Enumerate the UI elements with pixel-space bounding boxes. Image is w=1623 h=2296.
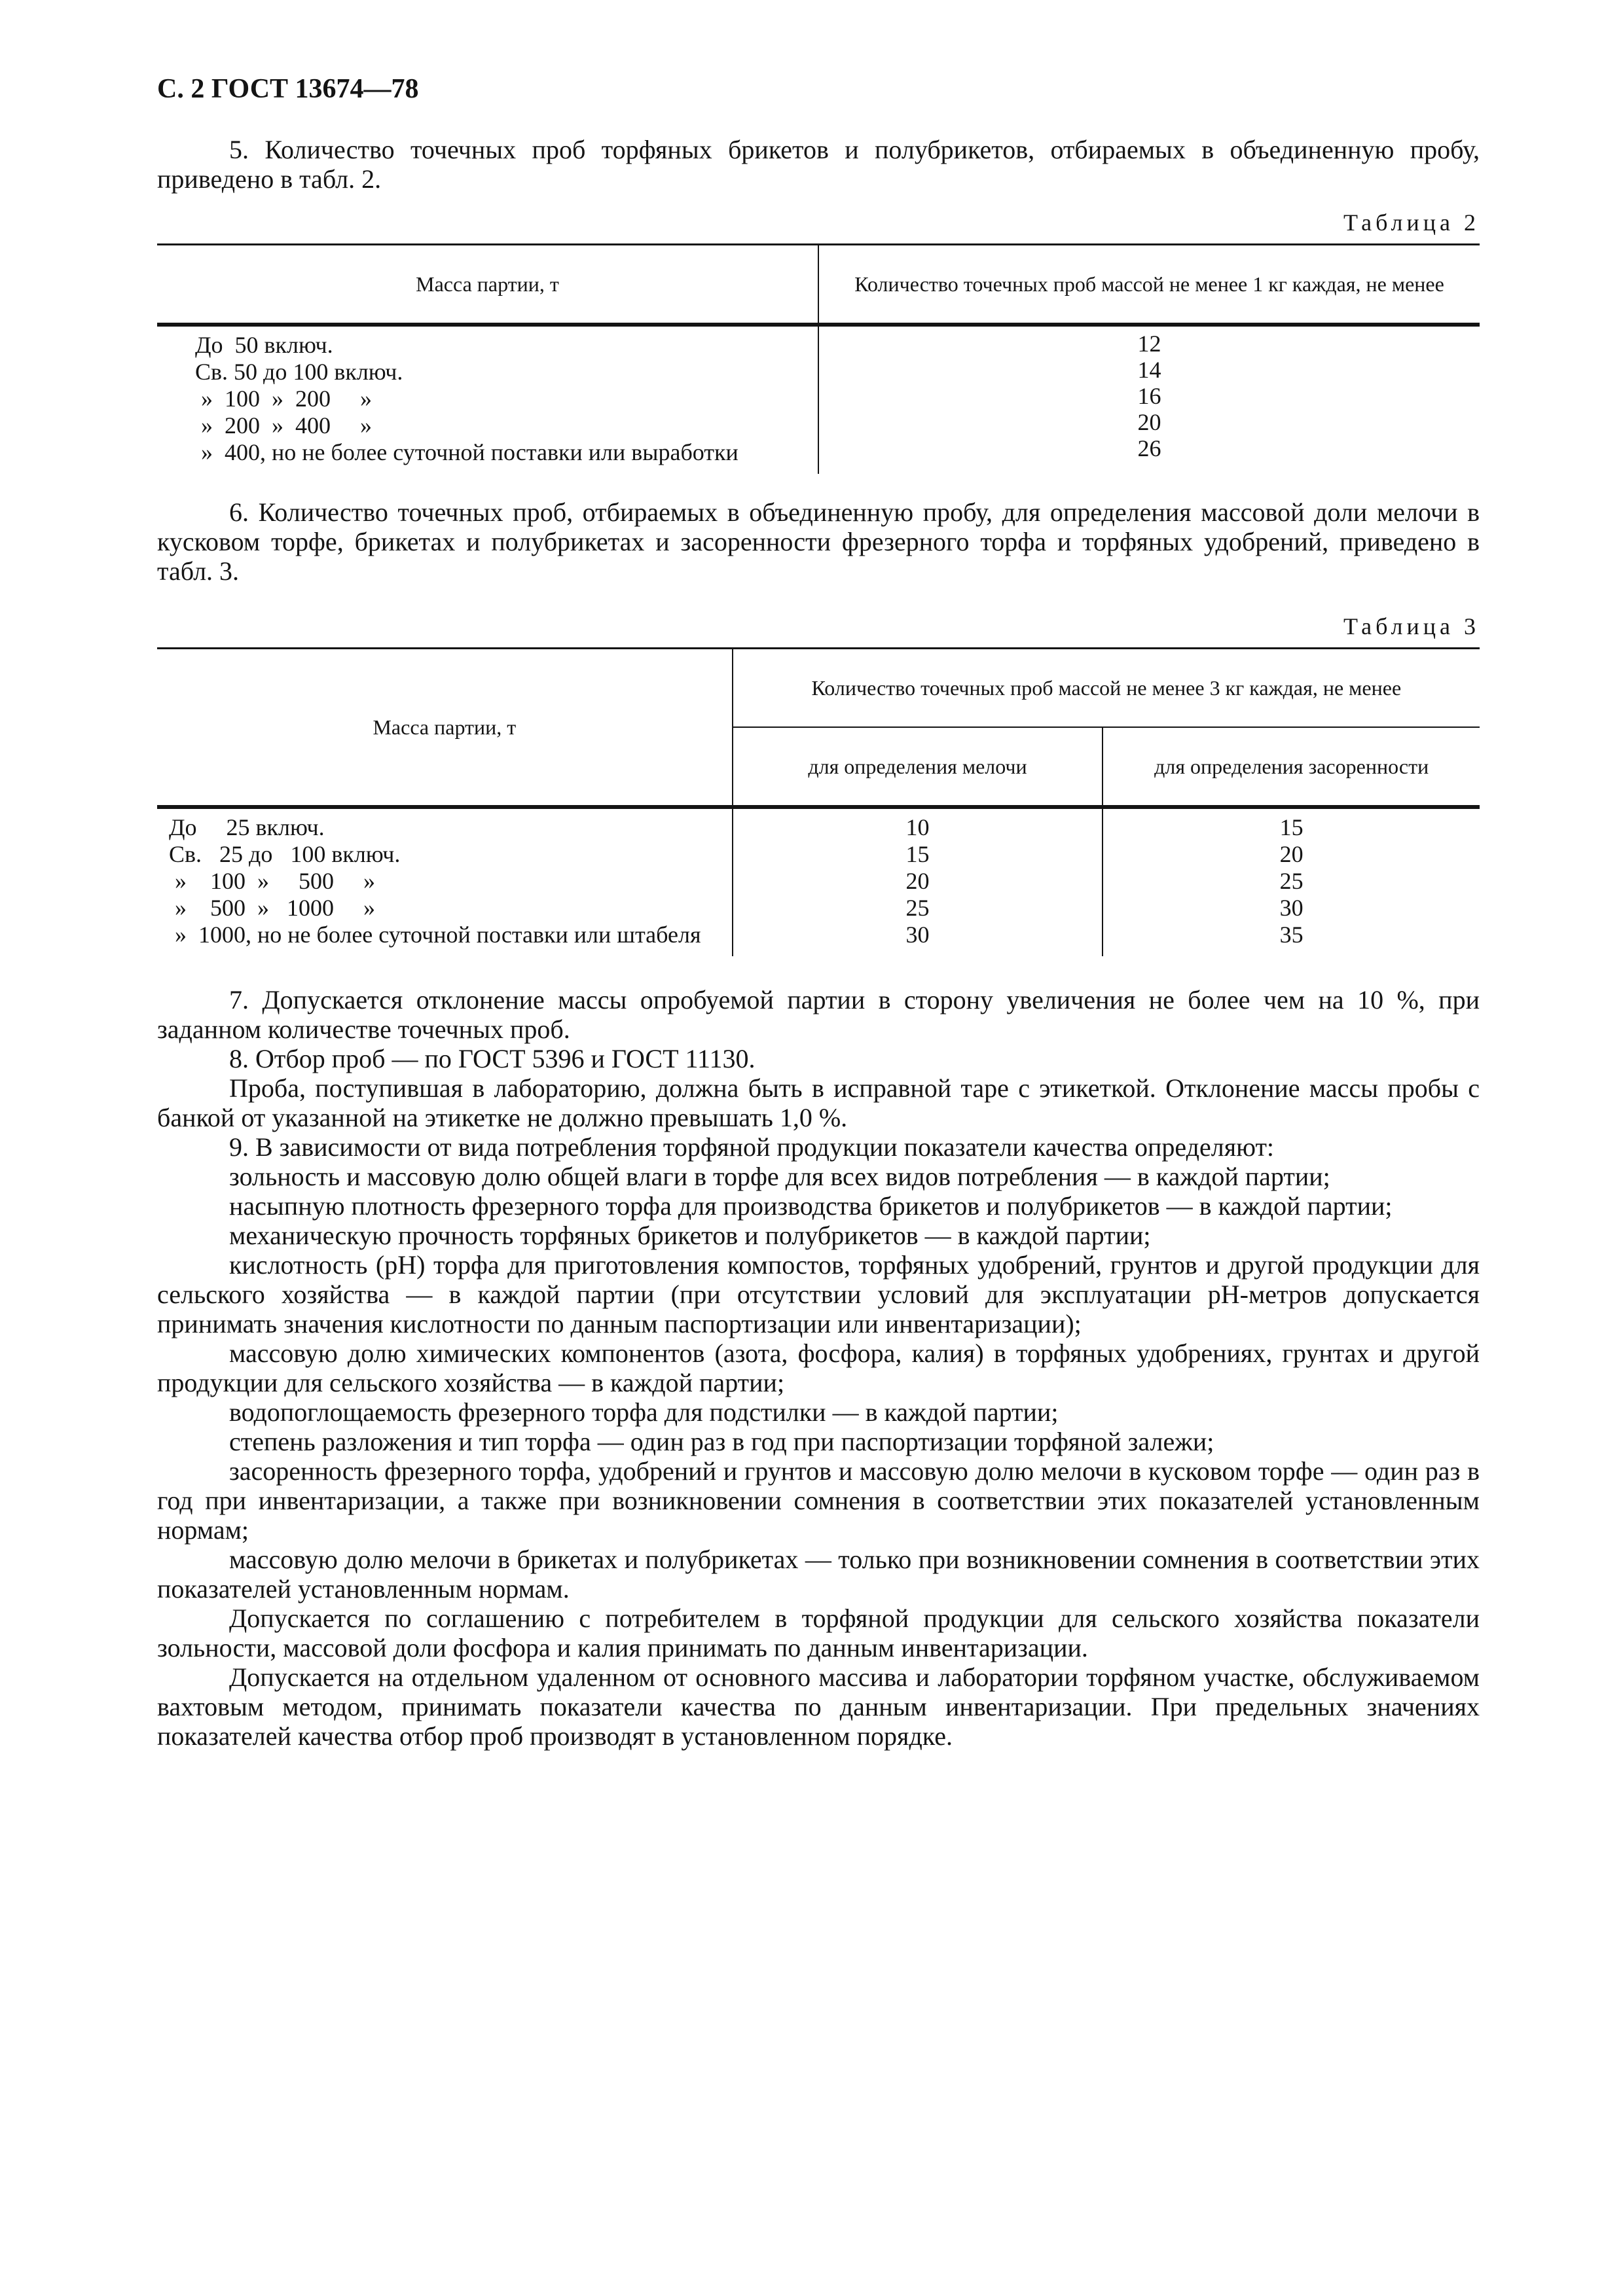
paragraph: насыпную плотность фрезерного торфа для производства брикетов и полубрикетов — в каждой партии; bbox=[229, 1191, 1393, 1221]
paragraph: массовую долю химических компонентов (азота, фосфора, калия) в торфяных удобрениях, грунтах и другой продукции для сельского хозяйства — в каждой партии; bbox=[157, 1338, 1480, 1397]
paragraph: Допускается на отдельном удаленном от основного массива и лаборатории торфяном участке, обслуживаемом вахтовым методом, принимать показатели качества по данным инвентаризации. При предельных значениях показателей качества отбор проб производят в установленном порядке. bbox=[157, 1662, 1480, 1751]
table-3-header-fines: для определения мелочи bbox=[733, 727, 1103, 807]
table-2-count-column bbox=[818, 325, 1480, 474]
table-row-mass: » 400, но не более суточной поставки или выработки bbox=[195, 439, 739, 465]
table-row-mass: Св. 50 до 100 включ. bbox=[195, 359, 403, 385]
table-row-mass: » 200 » 400 » bbox=[195, 412, 372, 439]
table-2-mass-column bbox=[157, 325, 818, 474]
table-2-caption: Таблица 2 bbox=[1343, 209, 1480, 236]
table-row-count: 16 bbox=[1137, 383, 1161, 409]
table-row-count: 20 bbox=[1137, 409, 1161, 435]
page-header: С. 2 ГОСТ 13674—78 bbox=[157, 74, 419, 104]
table-3-header-group: Количество точечных проб массой не менее 3 кг каждая, не менее bbox=[733, 649, 1480, 728]
table-2 bbox=[157, 243, 1480, 474]
table-row-count: 12 bbox=[1137, 331, 1161, 357]
document-page bbox=[157, 72, 1480, 1751]
table-3-mass-column bbox=[157, 807, 733, 956]
table-row-mass: » 100 » 200 » bbox=[195, 386, 372, 412]
table-3-caption: Таблица 3 bbox=[1343, 613, 1480, 639]
paragraph: степень разложения и тип торфа — один раз в год при паспортизации торфяной залежи; bbox=[229, 1427, 1214, 1456]
table-row-count: 26 bbox=[1137, 435, 1161, 461]
paragraph: кислотность (рН) торфа для приготовления компостов, торфяных удобрений, грунтов и другой продукции для сельского хозяйства — в каждой партии (при отсутствии условий для эксплуатации рН-метров допускается принимать значения кислотности по данным паспортизации или инвентаризации); bbox=[157, 1250, 1480, 1338]
paragraph: засоренность фрезерного торфа, удобрений и грунтов и массовую долю мелочи в кусковом торфе — один раз в год при инвентаризации, а также при возникновении сомнения в соответствии этих показателей установленным нормам; bbox=[157, 1456, 1480, 1545]
table-row-debris: 25 bbox=[1279, 868, 1304, 894]
table-row-mass: До 25 включ. bbox=[169, 814, 325, 840]
table-row-fines: 25 bbox=[905, 895, 930, 921]
table-row-mass: » 500 » 1000 » bbox=[169, 895, 375, 921]
table-row-debris: 35 bbox=[1279, 922, 1304, 948]
table-row-fines: 20 bbox=[905, 868, 930, 894]
table-row-mass: » 1000, но не более суточной поставки или штабеля bbox=[169, 922, 701, 948]
paragraph-5: 5. Количество точечных проб торфяных брикетов и полубрикетов, отбираемых в объединенную пробу, приведено в табл. 2. bbox=[157, 135, 1480, 194]
table-row-fines: 10 bbox=[905, 814, 930, 840]
table-row-mass: » 100 » 500 » bbox=[169, 868, 375, 894]
paragraph: зольность и массовую долю общей влаги в торфе для всех видов потребления — в каждой партии; bbox=[229, 1162, 1330, 1191]
paragraph: 8. Отбор проб — по ГОСТ 5396 и ГОСТ 11130. bbox=[229, 1044, 756, 1073]
paragraph: 9. В зависимости от вида потребления торфяной продукции показатели качества определяют: bbox=[229, 1132, 1275, 1162]
table-row-debris: 20 bbox=[1279, 841, 1304, 867]
table-3-debris-column bbox=[1103, 807, 1480, 956]
table-3-header-debris: для определения засоренности bbox=[1103, 727, 1480, 807]
table-row-fines: 15 bbox=[905, 841, 930, 867]
table-3-fines-column bbox=[733, 807, 1103, 956]
body-text bbox=[157, 985, 1480, 1751]
paragraph: Допускается по соглашению с потребителем в торфяной продукции для сельского хозяйства показатели зольности, массовой доли фосфора и калия принимать по данным инвентаризации. bbox=[157, 1604, 1480, 1662]
table-row-mass: Св. 25 до 100 включ. bbox=[169, 841, 401, 867]
table-3-header-mass: Масса партии, т bbox=[157, 649, 733, 808]
paragraph: массовую долю мелочи в брикетах и полубрикетах — только при возникновении сомнения в соответствии этих показателей установленным нормам. bbox=[157, 1545, 1480, 1604]
paragraph: механическую прочность торфяных брикетов и полубрикетов — в каждой партии; bbox=[229, 1221, 1151, 1250]
table-2-header-mass: Масса партии, т bbox=[157, 245, 818, 325]
table-row-mass: До 50 включ. bbox=[195, 332, 333, 358]
table-row-debris: 30 bbox=[1279, 895, 1304, 921]
table-row-debris: 15 bbox=[1279, 814, 1304, 840]
paragraph: водопоглощаемость фрезерного торфа для подстилки — в каждой партии; bbox=[229, 1397, 1059, 1427]
paragraph: Проба, поступившая в лабораторию, должна быть в исправной таре с этикеткой. Отклонение массы пробы с банкой от указанной на этикетке не должно превышать 1,0 %. bbox=[157, 1073, 1480, 1132]
table-row-count: 14 bbox=[1137, 357, 1161, 383]
paragraph: 7. Допускается отклонение массы опробуемой партии в сторону увеличения не более чем на 10 %, при заданном количестве точечных проб. bbox=[157, 985, 1480, 1044]
paragraph-6: 6. Количество точечных проб, отбираемых в объединенную пробу, для определения массовой доли мелочи в кусковом торфе, брикетах и полубрикетах и засоренности фрезерного торфа и торфяных удобрений, приведено в табл. 3. bbox=[157, 497, 1480, 586]
table-row-fines: 30 bbox=[905, 922, 930, 948]
table-3 bbox=[157, 647, 1480, 956]
table-2-header-count: Количество точечных проб массой не менее 1 кг каждая, не менее bbox=[818, 245, 1480, 325]
